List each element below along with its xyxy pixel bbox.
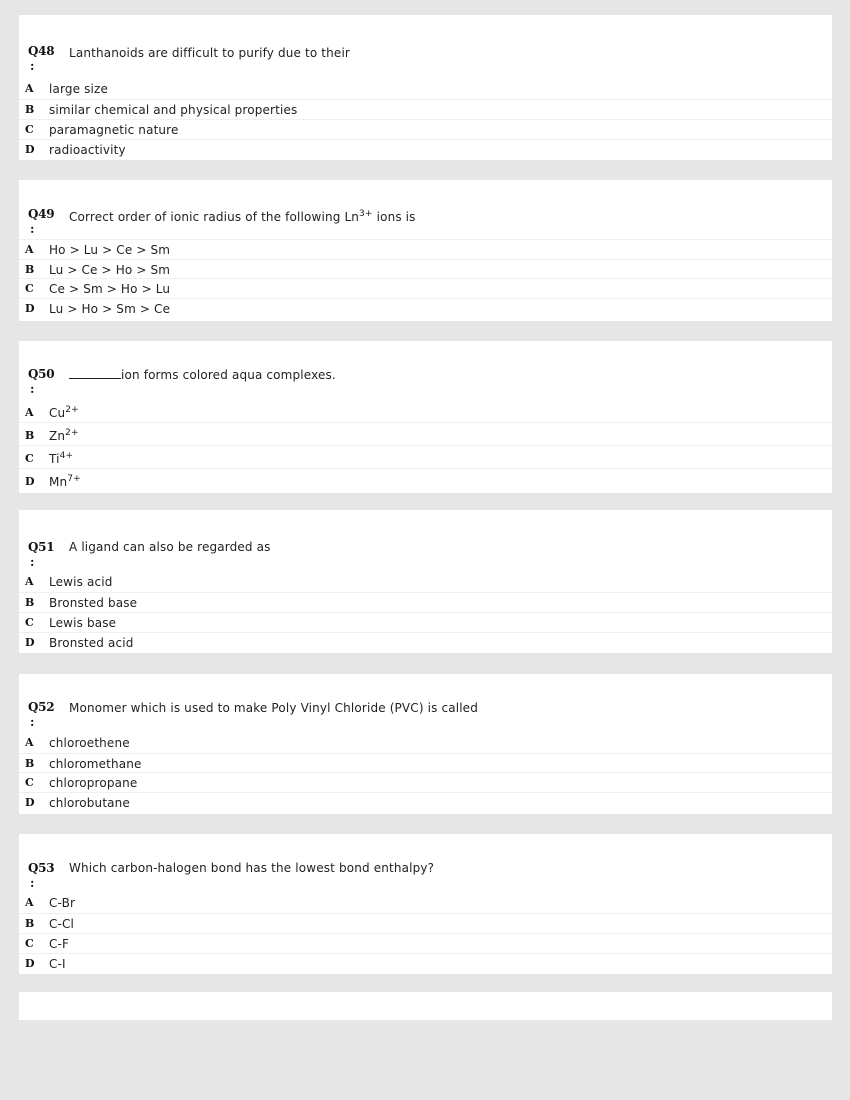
ion-charge-superscript: 7+ bbox=[67, 474, 81, 484]
question-text-part: ion forms colored aqua complexes. bbox=[121, 368, 336, 382]
fill-in-blank bbox=[69, 368, 121, 379]
question-card-q52 bbox=[19, 674, 832, 814]
option-letter: B bbox=[25, 596, 35, 609]
option-text: Lewis base bbox=[49, 616, 117, 630]
option-letter: A bbox=[25, 406, 34, 419]
question-colon: : bbox=[30, 715, 35, 729]
option-row[interactable] bbox=[19, 753, 832, 774]
question-text bbox=[69, 368, 336, 382]
option-text: Ce > Sm > Ho > Lu bbox=[49, 282, 171, 296]
option-letter: B bbox=[25, 263, 35, 276]
option-text: chloropropane bbox=[49, 776, 138, 790]
question-number: Q49 bbox=[28, 207, 55, 221]
option-row[interactable] bbox=[19, 772, 832, 793]
option-letter: C bbox=[25, 937, 34, 950]
option-row[interactable] bbox=[19, 139, 832, 160]
ion-charge-superscript: 4+ bbox=[59, 451, 74, 461]
option-letter: D bbox=[25, 302, 35, 315]
option-row[interactable] bbox=[19, 298, 832, 319]
option-row[interactable] bbox=[19, 99, 832, 120]
question-text: A ligand can also be regarded as bbox=[69, 540, 271, 554]
question-colon: : bbox=[30, 555, 35, 569]
option-text bbox=[49, 474, 81, 489]
question-number: Q50 bbox=[28, 367, 55, 381]
option-letter: D bbox=[25, 796, 35, 809]
option-text bbox=[49, 405, 79, 420]
option-letter: D bbox=[25, 957, 35, 970]
option-row[interactable] bbox=[19, 79, 832, 99]
option-text: chloromethane bbox=[49, 757, 142, 771]
option-row[interactable] bbox=[19, 632, 832, 653]
question-colon: : bbox=[30, 59, 35, 73]
option-row[interactable] bbox=[19, 239, 832, 260]
option-letter: C bbox=[25, 776, 34, 789]
option-letter: D bbox=[25, 475, 35, 488]
ion-symbol: Ti bbox=[49, 452, 60, 466]
question-text-part: ions is bbox=[372, 210, 416, 224]
question-colon: : bbox=[30, 382, 35, 396]
option-row[interactable] bbox=[19, 445, 832, 469]
option-text: C-F bbox=[49, 937, 70, 951]
option-text: C-Br bbox=[49, 896, 76, 910]
question-card-q49 bbox=[19, 180, 832, 321]
question-colon: : bbox=[30, 222, 35, 236]
option-text: Lu > Ho > Sm > Ce bbox=[49, 302, 171, 316]
option-text bbox=[49, 451, 73, 466]
question-text-part: Correct order of ionic radius of the following Ln bbox=[69, 210, 360, 224]
option-row[interactable] bbox=[19, 119, 832, 140]
option-text: Lewis acid bbox=[49, 575, 113, 589]
ion-symbol: Zn bbox=[49, 429, 66, 443]
option-row[interactable] bbox=[19, 278, 832, 299]
option-row[interactable] bbox=[19, 792, 832, 813]
ion-symbol: Cu bbox=[49, 406, 66, 420]
question-number: Q52 bbox=[28, 700, 55, 714]
option-letter: B bbox=[25, 757, 35, 770]
option-text bbox=[49, 428, 79, 443]
option-row[interactable] bbox=[19, 259, 832, 280]
option-text: similar chemical and physical properties bbox=[49, 103, 298, 117]
option-letter: C bbox=[25, 282, 34, 295]
option-letter: C bbox=[25, 616, 34, 629]
option-row[interactable] bbox=[19, 422, 832, 446]
option-letter: D bbox=[25, 636, 35, 649]
empty-question-card bbox=[19, 992, 832, 1020]
option-row[interactable] bbox=[19, 400, 832, 422]
question-colon: : bbox=[30, 876, 35, 890]
option-text: C-Cl bbox=[49, 917, 75, 931]
option-row[interactable] bbox=[19, 913, 832, 934]
question-text: Lanthanoids are difficult to purify due to their bbox=[69, 46, 351, 60]
option-letter: A bbox=[25, 243, 34, 256]
question-text: Which carbon-halogen bond has the lowest bond enthalpy? bbox=[69, 861, 435, 875]
ion-charge-superscript: 2+ bbox=[65, 428, 79, 438]
option-row[interactable] bbox=[19, 572, 832, 592]
option-row[interactable] bbox=[19, 468, 832, 492]
option-row[interactable] bbox=[19, 733, 832, 753]
option-text: Ho > Lu > Ce > Sm bbox=[49, 243, 171, 257]
option-letter: A bbox=[25, 82, 34, 95]
option-text: Bronsted base bbox=[49, 596, 138, 610]
option-text: large size bbox=[49, 82, 108, 96]
question-text bbox=[69, 209, 416, 224]
option-row[interactable] bbox=[19, 893, 832, 913]
option-letter: D bbox=[25, 143, 35, 156]
option-letter: C bbox=[25, 452, 34, 465]
question-number: Q48 bbox=[28, 44, 55, 58]
option-text: Lu > Ce > Ho > Sm bbox=[49, 263, 171, 277]
option-letter: B bbox=[25, 429, 35, 442]
option-letter: A bbox=[25, 736, 34, 749]
question-card-q51 bbox=[19, 510, 832, 653]
option-row[interactable] bbox=[19, 612, 832, 633]
question-card-q50 bbox=[19, 341, 832, 493]
option-text: chlorobutane bbox=[49, 796, 130, 810]
option-text: paramagnetic nature bbox=[49, 123, 179, 137]
question-number: Q51 bbox=[28, 540, 55, 554]
ion-symbol: Mn bbox=[49, 475, 68, 489]
option-row[interactable] bbox=[19, 933, 832, 954]
option-row[interactable] bbox=[19, 592, 832, 613]
option-letter: C bbox=[25, 123, 34, 136]
option-text: radioactivity bbox=[49, 143, 126, 157]
question-card-q53 bbox=[19, 834, 832, 974]
option-letter: B bbox=[25, 103, 35, 116]
ion-charge-superscript: 2+ bbox=[65, 405, 79, 415]
option-text: C-I bbox=[49, 957, 66, 971]
option-text: chloroethene bbox=[49, 736, 130, 750]
option-letter: B bbox=[25, 917, 35, 930]
option-letter: A bbox=[25, 896, 34, 909]
option-letter: A bbox=[25, 575, 34, 588]
option-row[interactable] bbox=[19, 953, 832, 974]
ion-charge-superscript: 3+ bbox=[359, 209, 373, 219]
question-card-q48 bbox=[19, 15, 832, 160]
question-number: Q53 bbox=[28, 861, 55, 875]
question-text: Monomer which is used to make Poly Vinyl Chloride (PVC) is called bbox=[69, 701, 478, 715]
option-text: Bronsted acid bbox=[49, 636, 134, 650]
